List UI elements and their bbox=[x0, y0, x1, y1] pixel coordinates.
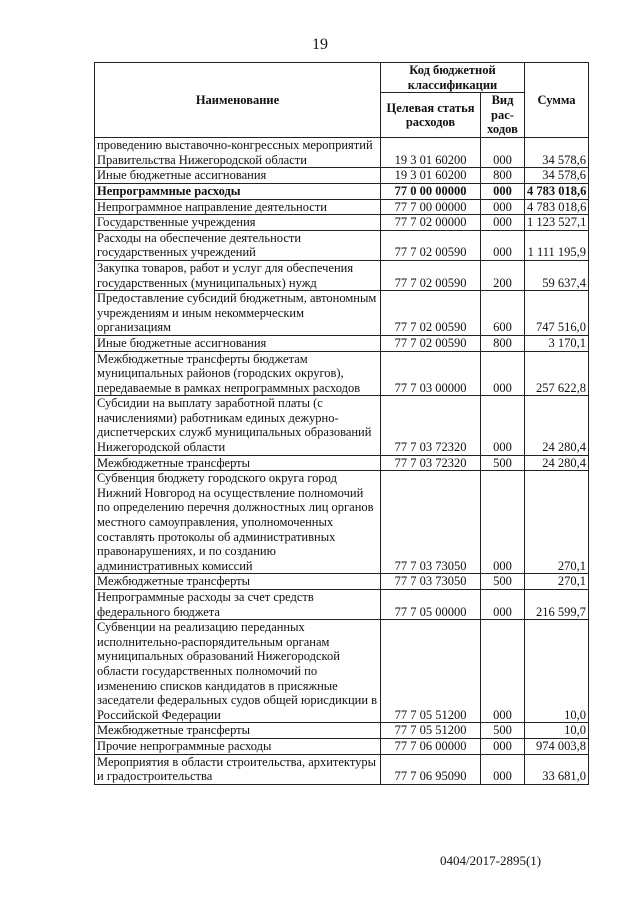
row-name-cell: Непрограммные расходы за счет средств федерального бюджета bbox=[95, 590, 381, 620]
row-type-cell: 800 bbox=[481, 335, 525, 351]
table-row bbox=[95, 723, 589, 739]
document-code: 0404/2017-2895(1) bbox=[440, 853, 542, 868]
table-row bbox=[95, 620, 589, 723]
table-row bbox=[95, 396, 589, 455]
row-sum-cell: 59 637,4 bbox=[525, 260, 589, 290]
row-sum-cell: 24 280,4 bbox=[525, 396, 589, 455]
row-sum-cell: 216 599,7 bbox=[525, 590, 589, 620]
row-sum-cell: 1 111 195,9 bbox=[525, 230, 589, 260]
row-code-cell: 77 7 03 73050 bbox=[381, 574, 481, 590]
row-name-cell: Межбюджетные трансферты bbox=[95, 455, 381, 471]
table-row bbox=[95, 168, 589, 184]
row-type-cell: 600 bbox=[481, 291, 525, 336]
row-name-cell: Межбюджетные трансферты бюджетам муниципальных районов (городских округов), передаваемые в рамках непрограммных расходов bbox=[95, 351, 381, 396]
row-code-cell: 77 7 05 51200 bbox=[381, 723, 481, 739]
row-name-cell: Иные бюджетные ассигнования bbox=[95, 335, 381, 351]
row-name-cell: Субвенция бюджету городского округа город Нижний Новгород на осуществление полномочий по определению перечня должностных лиц органов местного самоуправления, уполномоченных составлять протоколы об административных правонарушениях, и по созданию административных комиссий bbox=[95, 471, 381, 574]
row-type-cell: 000 bbox=[481, 183, 525, 199]
header-target-article: Целевая статья расходов bbox=[381, 93, 481, 138]
table-row bbox=[95, 738, 589, 754]
table-row bbox=[95, 574, 589, 590]
row-code-cell: 77 7 03 72320 bbox=[381, 396, 481, 455]
row-name-cell: Иные бюджетные ассигнования bbox=[95, 168, 381, 184]
row-sum-cell: 270,1 bbox=[525, 471, 589, 574]
row-sum-cell: 4 783 018,6 bbox=[525, 199, 589, 215]
row-type-cell: 000 bbox=[481, 199, 525, 215]
row-code-cell: 77 7 02 00590 bbox=[381, 335, 481, 351]
table-row bbox=[95, 335, 589, 351]
header-name: Наименование bbox=[95, 63, 381, 138]
row-type-cell: 000 bbox=[481, 590, 525, 620]
row-name-cell: Расходы на обеспечение деятельности государственных учреждений bbox=[95, 230, 381, 260]
header-expense-type: Вид рас-ходов bbox=[481, 93, 525, 138]
row-sum-cell: 10,0 bbox=[525, 620, 589, 723]
row-code-cell: 19 3 01 60200 bbox=[381, 138, 481, 168]
row-code-cell: 77 7 06 95090 bbox=[381, 754, 481, 784]
row-code-cell: 77 0 00 00000 bbox=[381, 183, 481, 199]
page-number: 19 bbox=[312, 36, 328, 53]
table-row bbox=[95, 351, 589, 396]
row-name-cell: Субсидии на выплату заработной платы (с начислениями) работникам единых дежурно-диспетчерских служб муниципальных образований Нижегородской области bbox=[95, 396, 381, 455]
row-name-cell: Непрограммное направление деятельности bbox=[95, 199, 381, 215]
row-sum-cell: 33 681,0 bbox=[525, 754, 589, 784]
row-code-cell: 77 7 03 73050 bbox=[381, 471, 481, 574]
table-row bbox=[95, 291, 589, 336]
row-code-cell: 77 7 03 00000 bbox=[381, 351, 481, 396]
table-row bbox=[95, 590, 589, 620]
row-type-cell: 800 bbox=[481, 168, 525, 184]
table-row bbox=[95, 215, 589, 231]
row-code-cell: 19 3 01 60200 bbox=[381, 168, 481, 184]
row-code-cell: 77 7 00 00000 bbox=[381, 199, 481, 215]
table-row bbox=[95, 471, 589, 574]
row-name-cell: Мероприятия в области строительства, архитектуры и градостроительства bbox=[95, 754, 381, 784]
table-row bbox=[95, 138, 589, 168]
row-sum-cell: 747 516,0 bbox=[525, 291, 589, 336]
row-sum-cell: 257 622,8 bbox=[525, 351, 589, 396]
table-row bbox=[95, 199, 589, 215]
row-code-cell: 77 7 02 00590 bbox=[381, 230, 481, 260]
row-name-cell: Закупка товаров, работ и услуг для обеспечения государственных (муниципальных) нужд bbox=[95, 260, 381, 290]
header-classification: Код бюджетной классификации bbox=[381, 63, 525, 93]
row-type-cell: 000 bbox=[481, 396, 525, 455]
row-type-cell: 000 bbox=[481, 738, 525, 754]
row-code-cell: 77 7 06 00000 bbox=[381, 738, 481, 754]
row-name-cell: Субвенции на реализацию переданных исполнительно-распорядительным органам муниципальных образований Нижегородской области государственных полномочий по изменению списков кандидатов в присяжные заседатели федеральных судов общей юрисдикции в Российской Федерации bbox=[95, 620, 381, 723]
row-code-cell: 77 7 03 72320 bbox=[381, 455, 481, 471]
row-code-cell: 77 7 02 00590 bbox=[381, 260, 481, 290]
row-name-cell: Государственные учреждения bbox=[95, 215, 381, 231]
row-sum-cell: 270,1 bbox=[525, 574, 589, 590]
row-type-cell: 000 bbox=[481, 620, 525, 723]
row-type-cell: 000 bbox=[481, 215, 525, 231]
table-row bbox=[95, 754, 589, 784]
row-sum-cell: 24 280,4 bbox=[525, 455, 589, 471]
row-sum-cell: 974 003,8 bbox=[525, 738, 589, 754]
row-name-cell: Непрограммные расходы bbox=[95, 183, 381, 199]
row-type-cell: 000 bbox=[481, 351, 525, 396]
row-code-cell: 77 7 05 51200 bbox=[381, 620, 481, 723]
row-name-cell: Предоставление субсидий бюджетным, автономным учреждениям и иным некоммерческим организациям bbox=[95, 291, 381, 336]
row-name-cell: Прочие непрограммные расходы bbox=[95, 738, 381, 754]
row-type-cell: 500 bbox=[481, 723, 525, 739]
row-type-cell: 200 bbox=[481, 260, 525, 290]
table-row bbox=[95, 260, 589, 290]
budget-table bbox=[94, 62, 589, 785]
header-sum: Сумма bbox=[525, 63, 589, 138]
row-sum-cell: 10,0 bbox=[525, 723, 589, 739]
row-name-cell: Межбюджетные трансферты bbox=[95, 723, 381, 739]
row-type-cell: 000 bbox=[481, 471, 525, 574]
row-type-cell: 500 bbox=[481, 574, 525, 590]
row-code-cell: 77 7 02 00590 bbox=[381, 291, 481, 336]
row-code-cell: 77 7 02 00000 bbox=[381, 215, 481, 231]
table-body bbox=[95, 138, 589, 785]
row-sum-cell: 1 123 527,1 bbox=[525, 215, 589, 231]
table-row bbox=[95, 183, 589, 199]
row-type-cell: 000 bbox=[481, 230, 525, 260]
row-type-cell: 000 bbox=[481, 754, 525, 784]
row-sum-cell: 34 578,6 bbox=[525, 138, 589, 168]
row-name-cell: Межбюджетные трансферты bbox=[95, 574, 381, 590]
row-sum-cell: 4 783 018,6 bbox=[525, 183, 589, 199]
row-sum-cell: 3 170,1 bbox=[525, 335, 589, 351]
table-row bbox=[95, 230, 589, 260]
row-name-cell: проведению выставочно-конгрессных мероприятий Правительства Нижегородской области bbox=[95, 138, 381, 168]
row-type-cell: 500 bbox=[481, 455, 525, 471]
row-code-cell: 77 7 05 00000 bbox=[381, 590, 481, 620]
row-type-cell: 000 bbox=[481, 138, 525, 168]
row-sum-cell: 34 578,6 bbox=[525, 168, 589, 184]
table-row bbox=[95, 455, 589, 471]
table-header bbox=[95, 63, 589, 138]
